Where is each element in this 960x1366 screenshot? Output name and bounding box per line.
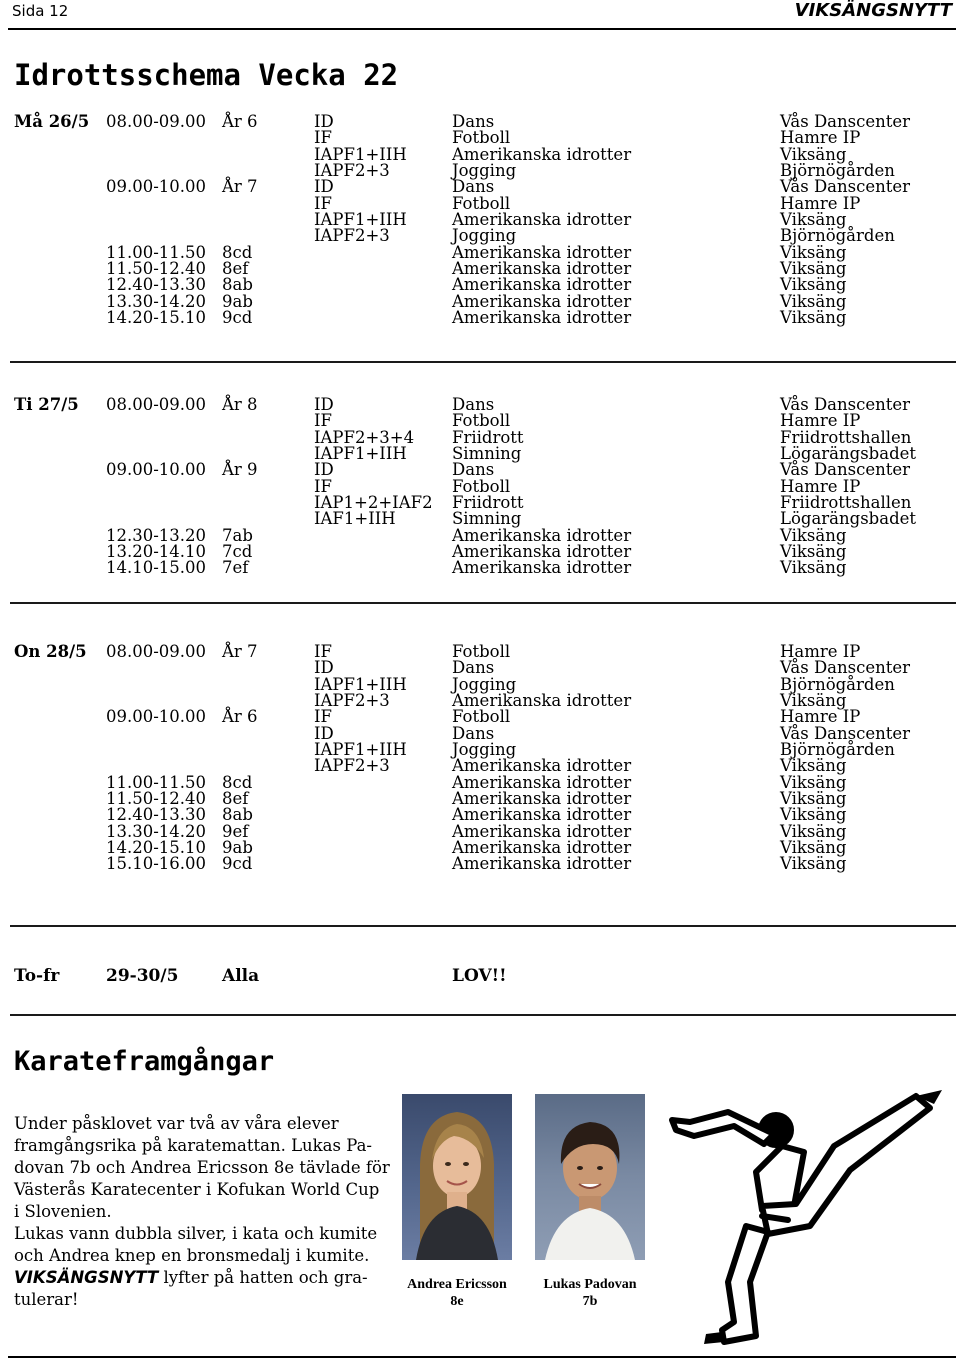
day-label: On 28/5 [14,642,87,661]
activity-cell: Fotboll [452,128,511,148]
activity-cell: Amerikanska idrotter [452,821,632,841]
location-cell: Hamre IP [780,642,861,661]
time-cell: 08.00-09.00 [106,112,207,131]
activity-cell: Amerikanska idrotter [452,542,632,562]
article-line: och Andrea knep en bronsmedalj i kumite. [14,1246,370,1265]
article-line: i Slovenien. [14,1202,112,1221]
activity-cell: Simning [452,509,522,529]
time-cell: 09.00-10.00 [106,177,207,197]
location-cell: Vås Danscenter [780,112,911,131]
activity-cell: Amerikanska idrotter [452,805,632,825]
class-cell: IAPF1+IIH [314,144,407,164]
activity-cell: Amerikanska idrotter [452,242,632,262]
group-cell: 7cd [222,542,253,562]
group-cell: 8ef [222,789,249,809]
group-cell: År 7 [222,642,258,661]
time-cell: 12.40-13.30 [106,275,207,295]
class-cell: IAPF1+IIH [314,210,407,230]
activity-cell: Jogging [452,674,517,694]
location-cell: Vås Danscenter [780,395,911,414]
class-cell: IAPF2+3 [314,691,390,711]
group-cell: 8cd [222,242,253,262]
class-cell: IAPF1+IIH [314,444,407,464]
class-cell: IAP1+2+IAF2 [314,493,433,513]
activity-cell: Friidrott [452,427,524,447]
holiday-row [0,966,960,986]
group-cell: 9ab [222,838,253,858]
photo-lukas-padovan [535,1094,645,1260]
caption-class: 7b [582,1294,598,1309]
class-cell: IAPF2+3 [314,226,390,246]
time-cell: 13.20-14.10 [106,542,207,562]
activity-cell: Amerikanska idrotter [452,838,632,858]
footer-rule [8,1356,956,1358]
location-cell: Viksäng [780,772,847,792]
location-cell: Viksäng [780,291,847,311]
group-cell: År 9 [222,460,258,480]
location-cell: Viksäng [780,838,847,858]
schedule-row [0,560,960,576]
location-cell: Lögarängsbadet [780,444,917,464]
group-cell: 9cd [222,854,253,874]
article-body [14,1113,394,1311]
activity-cell: Amerikanska idrotter [452,275,632,295]
location-cell: Viksäng [780,542,847,562]
group-cell: 7ab [222,525,253,545]
time-cell: 11.50-12.40 [106,259,207,279]
photo-andrea-ericsson [402,1094,512,1260]
activity-cell: Amerikanska idrotter [452,144,632,164]
class-cell: ID [314,395,334,414]
location-cell: Viksäng [780,259,847,279]
activity-cell: Amerikanska idrotter [452,558,632,578]
article-brand: VIKSÄNGSNYTT [14,1268,159,1287]
article-line: dovan 7b och Andrea Ericsson 8e tävlade för [14,1158,390,1177]
class-cell: IF [314,128,332,148]
caption-class: 8e [450,1294,464,1309]
group-cell: 8ab [222,275,253,295]
schedule-monday [0,114,960,326]
divider [10,925,956,927]
holiday-group: Alla [222,966,260,986]
activity-cell: Dans [452,177,495,197]
class-cell: IF [314,642,332,661]
activity-cell: Jogging [452,161,517,181]
article-line: Västerås Karatecenter i Kofukan World Cup [14,1180,380,1199]
portrait-girl-icon [402,1094,512,1260]
header-rule [8,28,956,30]
class-cell: IAPF1+IIH [314,740,407,760]
class-cell: IAF1+IIH [314,509,396,529]
class-cell: IAPF2+3 [314,756,390,776]
location-cell: Vås Danscenter [780,658,911,678]
newsletter-brand: VIKSÄNGSNYTT [794,0,952,21]
holiday-day: To-fr [14,966,60,986]
activity-cell: Jogging [452,226,517,246]
location-cell: Viksäng [780,756,847,776]
activity-cell: Amerikanska idrotter [452,291,632,311]
activity-cell: Jogging [452,740,517,760]
location-cell: Hamre IP [780,476,861,496]
class-cell: ID [314,658,334,678]
location-cell: Björnögården [780,226,895,246]
schedule-tuesday [0,397,960,577]
activity-cell: Amerikanska idrotter [452,756,632,776]
time-cell: 11.00-11.50 [106,242,207,262]
time-cell: 14.20-15.10 [106,308,207,328]
location-cell: Hamre IP [780,128,861,148]
activity-cell: Dans [452,723,495,743]
time-cell: 08.00-09.00 [106,642,207,661]
class-cell: IF [314,707,332,727]
group-cell: 7ef [222,558,249,578]
time-cell: 12.40-13.30 [106,805,207,825]
divider [10,1014,956,1016]
time-cell: 11.00-11.50 [106,772,207,792]
caption-name: Lukas Padovan [543,1277,637,1292]
class-cell: IAPF1+IIH [314,674,407,694]
activity-cell: Amerikanska idrotter [452,259,632,279]
location-cell: Friidrottshallen [780,493,912,513]
class-cell: IAPF2+3 [314,161,390,181]
location-cell: Björnögården [780,161,895,181]
article-title: Karateframgångar [14,1046,275,1077]
location-cell: Viksäng [780,821,847,841]
time-cell: 14.20-15.10 [106,838,207,858]
activity-cell: Amerikanska idrotter [452,789,632,809]
caption-lukas [535,1276,645,1310]
activity-cell: Simning [452,444,522,464]
activity-cell: Amerikanska idrotter [452,210,632,230]
activity-cell: Fotboll [452,193,511,213]
activity-cell: Dans [452,395,495,414]
class-cell: IF [314,193,332,213]
article-line: Lukas vann dubbla silver, i kata och kumite [14,1224,378,1243]
time-cell: 15.10-16.00 [106,854,207,874]
group-cell: 9cd [222,308,253,328]
location-cell: Viksäng [780,210,847,230]
time-cell: 14.10-15.00 [106,558,207,578]
location-cell: Hamre IP [780,193,861,213]
location-cell: Viksäng [780,525,847,545]
location-cell: Viksäng [780,144,847,164]
time-cell: 09.00-10.00 [106,460,207,480]
page-number: Sida 12 [12,2,69,20]
location-cell: Björnögården [780,740,895,760]
group-cell: År 8 [222,395,258,414]
time-cell: 11.50-12.40 [106,789,207,809]
divider [10,602,956,604]
activity-cell: Amerikanska idrotter [452,772,632,792]
class-cell: IF [314,476,332,496]
location-cell: Hamre IP [780,707,861,727]
location-cell: Björnögården [780,674,895,694]
time-cell: 08.00-09.00 [106,395,207,414]
location-cell: Viksäng [780,558,847,578]
holiday-note: LOV!! [452,966,507,986]
group-cell: 8ab [222,805,253,825]
page-header [0,0,960,28]
activity-cell: Fotboll [452,707,511,727]
location-cell: Vås Danscenter [780,723,911,743]
day-label: Ti 27/5 [14,395,79,414]
page-title: Idrottsschema Vecka 22 [14,58,399,92]
divider [10,361,956,363]
schedule-wednesday [0,644,960,873]
location-cell: Viksäng [780,308,847,328]
group-cell: År 7 [222,177,258,197]
location-cell: Viksäng [780,275,847,295]
activity-cell: Fotboll [452,411,511,431]
day-label: Må 26/5 [14,112,90,131]
activity-cell: Friidrott [452,493,524,513]
holiday-dates: 29-30/5 [106,966,179,986]
activity-cell: Amerikanska idrotter [452,525,632,545]
class-cell: ID [314,460,334,480]
activity-cell: Fotboll [452,642,511,661]
location-cell: Hamre IP [780,411,861,431]
class-cell: ID [314,723,334,743]
activity-cell: Dans [452,112,495,131]
location-cell: Viksäng [780,854,847,874]
schedule-row [0,310,960,326]
article-line: tulerar! [14,1290,79,1309]
class-cell: IF [314,411,332,431]
location-cell: Friidrottshallen [780,427,912,447]
group-cell: 8cd [222,772,253,792]
activity-cell: Dans [452,658,495,678]
article-line: lyfter på hatten och gra- [158,1268,368,1287]
time-cell: 12.30-13.20 [106,525,207,545]
time-cell: 09.00-10.00 [106,707,207,727]
location-cell: Viksäng [780,789,847,809]
group-cell: 8ef [222,259,249,279]
activity-cell: Amerikanska idrotter [452,308,632,328]
group-cell: År 6 [222,707,258,727]
location-cell: Vås Danscenter [780,460,911,480]
activity-cell: Amerikanska idrotter [452,854,632,874]
location-cell: Viksäng [780,691,847,711]
class-cell: ID [314,112,334,131]
activity-cell: Dans [452,460,495,480]
group-cell: 9ef [222,821,249,841]
schedule-row [0,856,960,872]
location-cell: Lögarängsbadet [780,509,917,529]
time-cell: 13.30-14.20 [106,821,207,841]
class-cell: ID [314,177,334,197]
location-cell: Viksäng [780,242,847,262]
group-cell: År 6 [222,112,258,131]
article-line: Under påsklovet var två av våra elever [14,1114,339,1133]
group-cell: 9ab [222,291,253,311]
portrait-boy-icon [535,1094,645,1260]
caption-name: Andrea Ericsson [407,1277,507,1292]
time-cell: 13.30-14.20 [106,291,207,311]
activity-cell: Fotboll [452,476,511,496]
caption-andrea [402,1276,512,1310]
activity-cell: Amerikanska idrotter [452,691,632,711]
karate-kick-silhouette-icon [664,1086,954,1348]
class-cell: IAPF2+3+4 [314,427,415,447]
location-cell: Vås Danscenter [780,177,911,197]
article-line: framgångsrika på karatemattan. Lukas Pa- [14,1136,372,1155]
location-cell: Viksäng [780,805,847,825]
